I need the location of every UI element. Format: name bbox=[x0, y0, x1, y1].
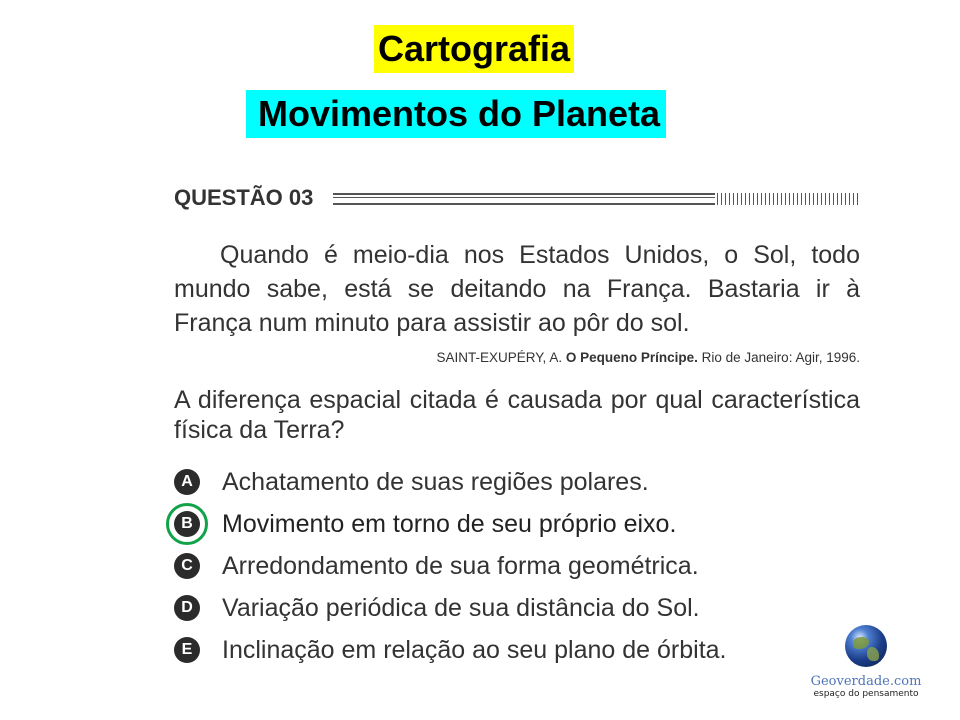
question-quote: Quando é meio-dia nos Estados Unidos, o Sol, todo mundo sabe, está se deitando na França. Bastaria ir à França num minuto para assistir ao pôr do sol. bbox=[174, 241, 860, 337]
option-d-text: Variação periódica de sua distância do Sol. bbox=[222, 593, 700, 622]
option-a-text: Achatamento de suas regiões polares. bbox=[222, 467, 649, 496]
slide-title: Cartografia bbox=[374, 25, 574, 73]
globe-icon bbox=[845, 625, 887, 667]
option-d[interactable] bbox=[174, 587, 860, 629]
source-author: SAINT-EXUPÉRY, A. bbox=[436, 350, 563, 365]
site-logo bbox=[806, 625, 926, 700]
answer-options bbox=[174, 461, 860, 671]
question-block bbox=[174, 180, 860, 671]
option-a-letter-icon: A bbox=[174, 469, 200, 495]
quote-source bbox=[174, 350, 860, 365]
option-b-text: Movimento em torno de seu próprio eixo. bbox=[222, 509, 677, 538]
option-c-letter-icon: C bbox=[174, 553, 200, 579]
option-c[interactable] bbox=[174, 545, 860, 587]
option-e[interactable] bbox=[174, 629, 860, 671]
source-work: O Pequeno Príncipe. bbox=[565, 350, 698, 365]
logo-tagline: espaço do pensamento bbox=[813, 689, 919, 699]
option-b-letter-icon: B bbox=[174, 511, 200, 537]
option-d-letter-icon: D bbox=[174, 595, 200, 621]
option-e-letter-icon: E bbox=[174, 637, 200, 663]
source-publication: Rio de Janeiro: Agir, 1996. bbox=[701, 350, 860, 365]
header-rule bbox=[333, 193, 715, 205]
option-e-text: Inclinação em relação ao seu plano de órbita. bbox=[222, 635, 727, 664]
question-number: QUESTÃO 03 bbox=[174, 185, 314, 210]
option-b[interactable] bbox=[174, 503, 860, 545]
header-ticks bbox=[717, 193, 860, 205]
option-a[interactable] bbox=[174, 461, 860, 503]
question-prompt: A diferença espacial citada é causada por qual característica física da Terra? bbox=[174, 386, 860, 444]
logo-name: Geoverdade.com bbox=[810, 674, 922, 689]
slide-subtitle: Movimentos do Planeta bbox=[246, 90, 666, 138]
question-header bbox=[174, 180, 860, 216]
option-c-text: Arredondamento de sua forma geométrica. bbox=[222, 551, 699, 580]
